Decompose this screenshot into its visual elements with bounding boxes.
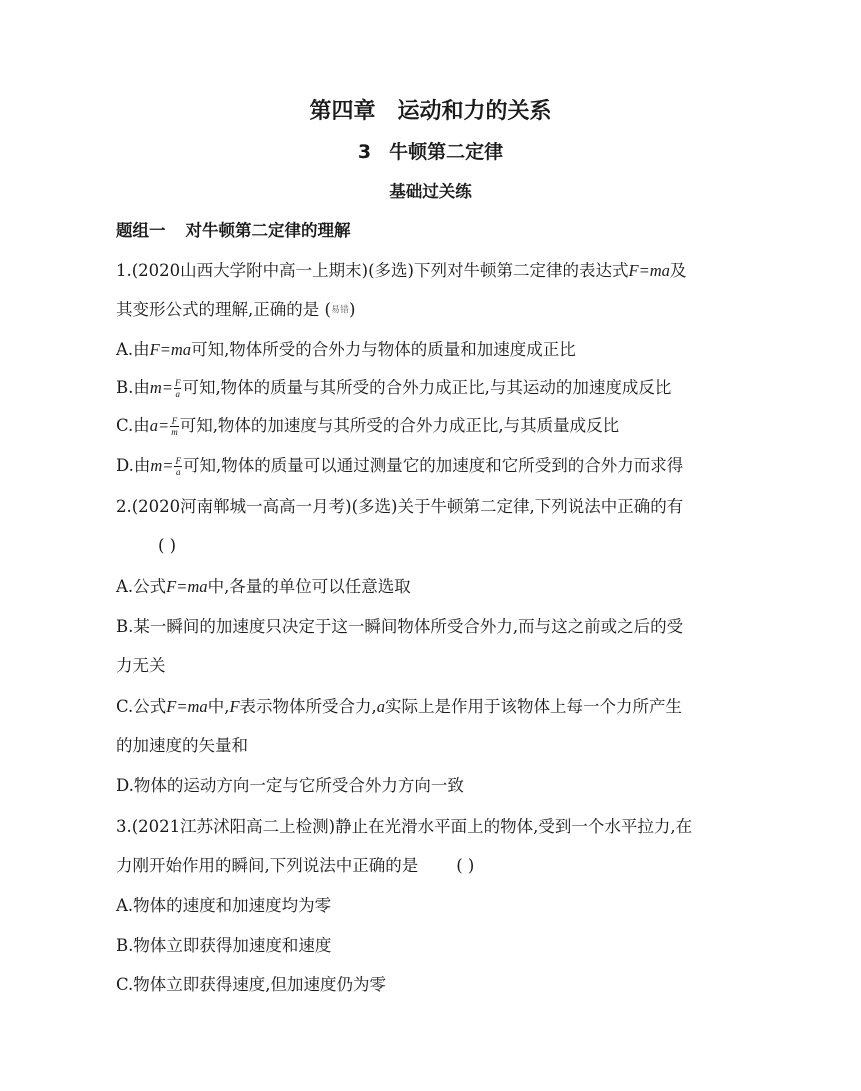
q2-option-b-line2: 力无关: [116, 656, 166, 675]
option-prefix: A.由: [116, 340, 150, 359]
option-text: 中,各量的单位可以任意选取: [207, 577, 411, 596]
variable-a: a: [376, 697, 386, 716]
option-formula: F=ma: [166, 577, 208, 596]
q2-option-b-line1: B.某一瞬间的加速度只决定于这一瞬间物体所受合外力,而与这之前或之后的受: [116, 617, 684, 636]
fraction-denominator: a: [175, 467, 181, 477]
q1-stem-text2: 其变形公式的理解,正确的是: [116, 300, 320, 319]
fraction-numerator: F: [175, 456, 181, 466]
q2-option-a: [116, 576, 411, 598]
q1-option-b: [116, 377, 671, 399]
q1-stem-line1: [116, 260, 686, 282]
chapter-title: 运动和力的关系: [397, 99, 552, 124]
q2-option-d: D.物体的运动方向一定与它所受合外力方向一致: [116, 776, 464, 795]
fraction: [170, 416, 179, 437]
q2-stem: 2.(2020河南郸城一高高一月考)(多选)关于牛顿第二定律,下列说法中正确的有: [116, 497, 684, 516]
q2-answer-paren: ( ): [158, 536, 177, 555]
variable-f: F: [229, 697, 240, 716]
fraction-denominator: a: [175, 389, 180, 399]
q1-answer-paren: [325, 300, 356, 319]
q3-stem-text: 力刚开始作用的瞬间,下列说法中正确的是: [116, 856, 419, 875]
q3-option-a: A.物体的速度和加速度均为零: [116, 896, 332, 915]
q1-formula: F=ma: [628, 261, 670, 280]
q2-option-c-line1: [116, 696, 682, 718]
group-title: 对牛顿第二定律的理解: [185, 221, 351, 240]
option-text: 可知,物体的加速度与其所受的合外力成正比,与其质量成反比: [179, 416, 620, 435]
formula-lhs: m=: [149, 378, 173, 397]
option-formula: F=ma: [166, 697, 208, 716]
q3-stem-line1: 3.(2021江苏沭阳高二上检测)静止在光滑水平面上的物体,受到一个水平拉力,在: [116, 817, 693, 836]
q1-stem-tail: 及: [669, 261, 687, 280]
paren-open: (: [324, 300, 331, 319]
option-text: 实际上是作用于该物体上每一个力所产生: [385, 697, 683, 716]
chapter-heading: [0, 98, 861, 126]
q3-stem-line2: [116, 855, 474, 877]
section-number: 3: [357, 141, 372, 163]
q1-option-d: [116, 455, 683, 477]
q3-option-c: C.物体立即获得速度,但加速度仍为零: [116, 975, 387, 994]
group-label: 题组一: [116, 221, 166, 240]
option-text: 可知,物体的质量可以通过测量它的加速度和它所受到的合外力而求得: [182, 456, 684, 475]
fraction: [174, 456, 182, 477]
fraction: [174, 378, 182, 399]
option-prefix: A.公式: [116, 577, 167, 596]
option-prefix: D.由: [116, 456, 151, 475]
fraction-numerator: F: [174, 378, 181, 388]
option-prefix: C.由: [116, 416, 150, 435]
q2-option-c-line2: 的加速度的矢量和: [116, 736, 248, 755]
option-prefix: B.由: [116, 378, 150, 397]
q3-answer-paren: ( ): [456, 856, 475, 875]
question-group-heading: [116, 220, 351, 242]
option-text: 可知,物体的质量与其所受的合外力成正比,与其运动的加速度成反比: [182, 378, 672, 397]
chapter-number: 第四章: [309, 99, 376, 124]
q1-stem-text: 1.(2020山西大学附中高一上期末)(多选)下列对牛顿第二定律的表达式: [116, 261, 629, 280]
difficulty-tag: 易错: [330, 305, 349, 316]
option-text: 中,: [207, 697, 230, 716]
option-formula: F=ma: [149, 340, 192, 359]
fraction-numerator: F: [171, 416, 178, 426]
option-prefix: C.公式: [116, 697, 167, 716]
formula-lhs: a=: [149, 416, 170, 435]
paren-close: ): [348, 300, 356, 319]
exercise-subtitle: 基础过关练: [389, 182, 472, 201]
q3-option-b: B.物体立即获得加速度和速度: [116, 936, 332, 955]
fraction-denominator: m: [171, 427, 178, 437]
section-title: 牛顿第二定律: [389, 141, 504, 163]
q1-stem-line2: [116, 299, 355, 322]
q1-option-c: [116, 415, 619, 437]
formula-lhs: m=: [150, 456, 174, 475]
option-text: 表示物体所受合力,: [239, 697, 377, 716]
section-heading: [0, 140, 861, 164]
option-text: 可知,物体所受的合外力与物体的质量和加速度成正比: [191, 340, 576, 359]
q1-option-a: [116, 339, 576, 361]
